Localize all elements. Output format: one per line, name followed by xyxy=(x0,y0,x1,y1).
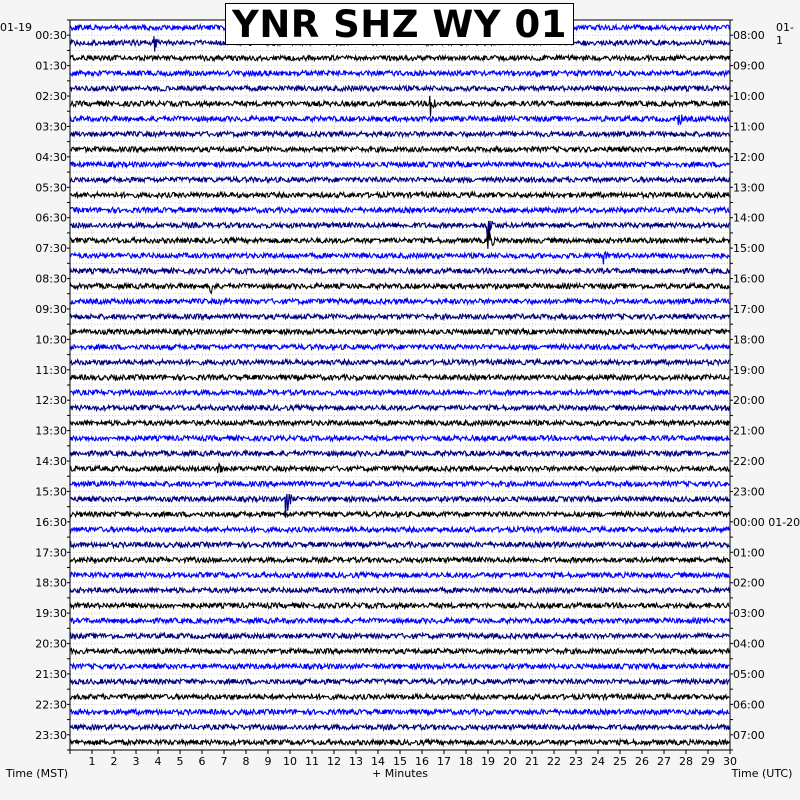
right-date-label: 01-1 xyxy=(776,21,794,47)
left-time-label: 22:30 xyxy=(35,698,67,712)
right-time-label: 15:00 xyxy=(733,242,765,256)
right-time-label: 13:00 xyxy=(733,181,765,195)
x-tick-label: 17 xyxy=(437,755,451,768)
right-time-label: 11:00 xyxy=(733,120,765,134)
left-axis-label: Time (MST) xyxy=(5,767,69,780)
right-time-label: 09:00 xyxy=(733,59,765,73)
left-time-label: 08:30 xyxy=(35,272,67,286)
left-time-label: 20:30 xyxy=(35,637,67,651)
right-time-label: 01:00 xyxy=(733,546,765,560)
right-time-label: 19:00 xyxy=(733,363,765,377)
left-time-label: 01:30 xyxy=(35,59,67,73)
left-time-label: 13:30 xyxy=(35,424,67,438)
left-time-label: 16:30 xyxy=(35,515,67,529)
x-tick-label: 26 xyxy=(635,755,649,768)
x-tick-label: 25 xyxy=(613,755,627,768)
left-time-label: 18:30 xyxy=(35,576,67,590)
right-time-label: 05:00 xyxy=(733,667,765,681)
left-time-label: 15:30 xyxy=(35,485,67,499)
x-tick-label: 3 xyxy=(132,755,140,768)
x-tick-label: 22 xyxy=(547,755,561,768)
left-time-label: 17:30 xyxy=(35,546,67,560)
x-tick-label: 1 xyxy=(88,755,96,768)
right-time-label: 18:00 xyxy=(733,333,765,347)
right-time-label: 14:00 xyxy=(733,211,765,225)
x-tick-label: 14 xyxy=(371,755,385,768)
right-time-label: 20:00 xyxy=(733,394,765,408)
right-time-label: 12:00 xyxy=(733,150,765,164)
x-tick-label: 6 xyxy=(198,755,206,768)
x-tick-label: 15 xyxy=(393,755,407,768)
right-time-label: 03:00 xyxy=(733,607,765,621)
right-time-label: 22:00 xyxy=(733,455,765,469)
x-tick-label: 8 xyxy=(242,755,250,768)
left-date-label: 01-19 xyxy=(0,21,32,34)
left-time-label: 07:30 xyxy=(35,242,67,256)
x-axis-label: + Minutes xyxy=(371,767,429,780)
right-time-label: 21:00 xyxy=(733,424,765,438)
x-tick-label: 12 xyxy=(327,755,341,768)
left-time-label: 05:30 xyxy=(35,181,67,195)
x-tick-label: 27 xyxy=(657,755,671,768)
right-time-label: 02:00 xyxy=(733,576,765,590)
left-time-label: 02:30 xyxy=(35,90,67,104)
left-time-label: 19:30 xyxy=(35,607,67,621)
right-time-label: 10:00 xyxy=(733,90,765,104)
x-tick-label: 5 xyxy=(176,755,184,768)
x-tick-label: 4 xyxy=(154,755,162,768)
left-time-label: 11:30 xyxy=(35,363,67,377)
left-time-label: 09:30 xyxy=(35,302,67,316)
x-tick-label: 10 xyxy=(283,755,297,768)
x-tick-label: 20 xyxy=(503,755,517,768)
right-time-label: 07:00 xyxy=(733,728,765,742)
x-tick-label: 29 xyxy=(701,755,715,768)
left-time-label: 21:30 xyxy=(35,667,67,681)
left-time-label: 23:30 xyxy=(35,728,67,742)
chart-title: YNR SHZ WY 01 xyxy=(225,3,574,45)
left-time-label: 03:30 xyxy=(35,120,67,134)
x-tick-label: 13 xyxy=(349,755,363,768)
left-time-label: 10:30 xyxy=(35,333,67,347)
left-time-label: 12:30 xyxy=(35,394,67,408)
x-tick-label: 21 xyxy=(525,755,539,768)
right-time-label: 17:00 xyxy=(733,302,765,316)
left-time-label: 00:30 xyxy=(35,29,67,43)
x-tick-label: 23 xyxy=(569,755,583,768)
right-time-label: 04:00 xyxy=(733,637,765,651)
x-tick-label: 30 xyxy=(723,755,737,768)
x-tick-label: 18 xyxy=(459,755,473,768)
x-tick-label: 9 xyxy=(264,755,272,768)
x-tick-label: 16 xyxy=(415,755,429,768)
x-tick-label: 2 xyxy=(110,755,118,768)
right-time-label: 16:00 xyxy=(733,272,765,286)
left-time-label: 06:30 xyxy=(35,211,67,225)
x-tick-label: 11 xyxy=(305,755,319,768)
left-time-label: 04:30 xyxy=(35,150,67,164)
right-time-label: 00:00 01-20 xyxy=(733,515,800,529)
right-axis-label: Time (UTC) xyxy=(731,767,793,780)
right-time-label: 06:00 xyxy=(733,698,765,712)
right-time-label: 08:00 xyxy=(733,29,765,43)
x-tick-label: 28 xyxy=(679,755,693,768)
x-tick-label: 19 xyxy=(481,755,495,768)
right-time-label: 23:00 xyxy=(733,485,765,499)
x-tick-label: 7 xyxy=(220,755,228,768)
left-time-label: 14:30 xyxy=(35,455,67,469)
x-tick-label: 24 xyxy=(591,755,605,768)
